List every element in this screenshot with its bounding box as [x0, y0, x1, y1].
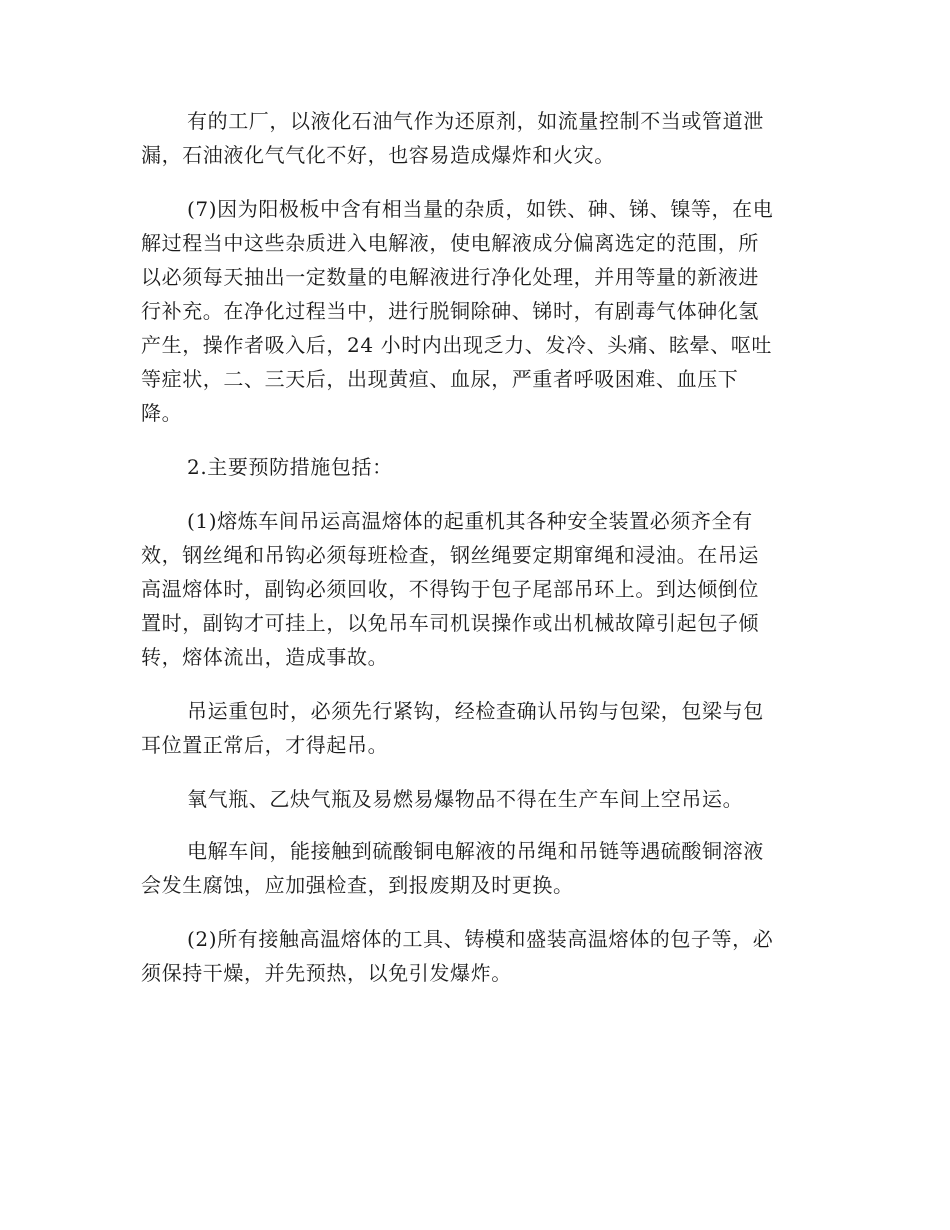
text-line: 耳位置正常后，才得起吊。: [141, 733, 389, 757]
paragraph-dry-tools: [141, 922, 809, 990]
text-line: 转，熔体流出，造成事故。: [141, 645, 389, 669]
text-line: 行补充。在净化过程当中，进行脱铜除砷、锑时，有剧毒气体砷化氢: [141, 299, 759, 323]
text-line: 等症状，二、三天后，出现黄疸、血尿，严重者呼吸困难、血压下: [141, 367, 739, 391]
paragraph-arsine-hazard: [141, 192, 809, 430]
text-line: (7)因为阳极板中含有相当量的杂质，如铁、砷、锑、镍等，在电: [187, 197, 774, 221]
text-line: 降。: [141, 401, 183, 425]
paragraph-electrolysis-rigging: [141, 834, 809, 902]
text-line: 解过程当中这些杂质进入电解液，使电解液成分偏离选定的范围，所: [141, 231, 759, 255]
text-line: 吊运重包时，必须先行紧钩，经检查确认吊钩与包梁，包梁与包: [187, 699, 764, 723]
text-line: 须保持干燥，并先预热，以免引发爆炸。: [141, 961, 512, 985]
paragraph-heavy-ladle: [141, 694, 809, 762]
text-line: 电解车间，能接触到硫酸铜电解液的吊绳和吊链等遇硫酸铜溶液: [187, 839, 764, 863]
text-line: 氧气瓶、乙炔气瓶及易燃易爆物品不得在生产车间上空吊运。: [187, 787, 744, 811]
text-line: 产生，操作者吸入后，24 小时内出现乏力、发冷、头痛、眩晕、呕吐: [141, 333, 773, 357]
text-line: 效，钢丝绳和吊钩必须每班检查，钢丝绳要定期窜绳和浸油。在吊运: [141, 543, 759, 567]
section-heading-prevention: [141, 450, 809, 484]
text-line: 有的工厂，以液化石油气作为还原剂，如流量控制不当或管道泄: [187, 109, 764, 133]
text-line: (1)熔炼车间吊运高温熔体的起重机其各种安全装置必须齐全有: [187, 509, 753, 533]
text-line: 置时，副钩才可挂上，以免吊车司机误操作或出机械故障引起包子倾: [141, 611, 759, 635]
text-line: 会发生腐蚀，应加强检查，到报废期及时更换。: [141, 873, 574, 897]
text-line: (2)所有接触高温熔体的工具、铸模和盛装高温熔体的包子等，必: [187, 927, 774, 951]
text-line: 以必须每天抽出一定数量的电解液进行净化处理，并用等量的新液进: [141, 265, 759, 289]
text-line: 高温熔体时，副钩必须回收，不得钩于包子尾部吊环上。到达倾倒位: [141, 577, 759, 601]
paragraph-crane-safety: [141, 504, 809, 674]
paragraph-gas-cylinders: [141, 782, 809, 816]
text-line: 漏，石油液化气气化不好，也容易造成爆炸和火灾。: [141, 143, 615, 167]
paragraph-lpg-hazard: [141, 104, 809, 172]
text-line: 2.主要预防措施包括：: [187, 455, 393, 479]
document-page: [141, 104, 809, 1010]
